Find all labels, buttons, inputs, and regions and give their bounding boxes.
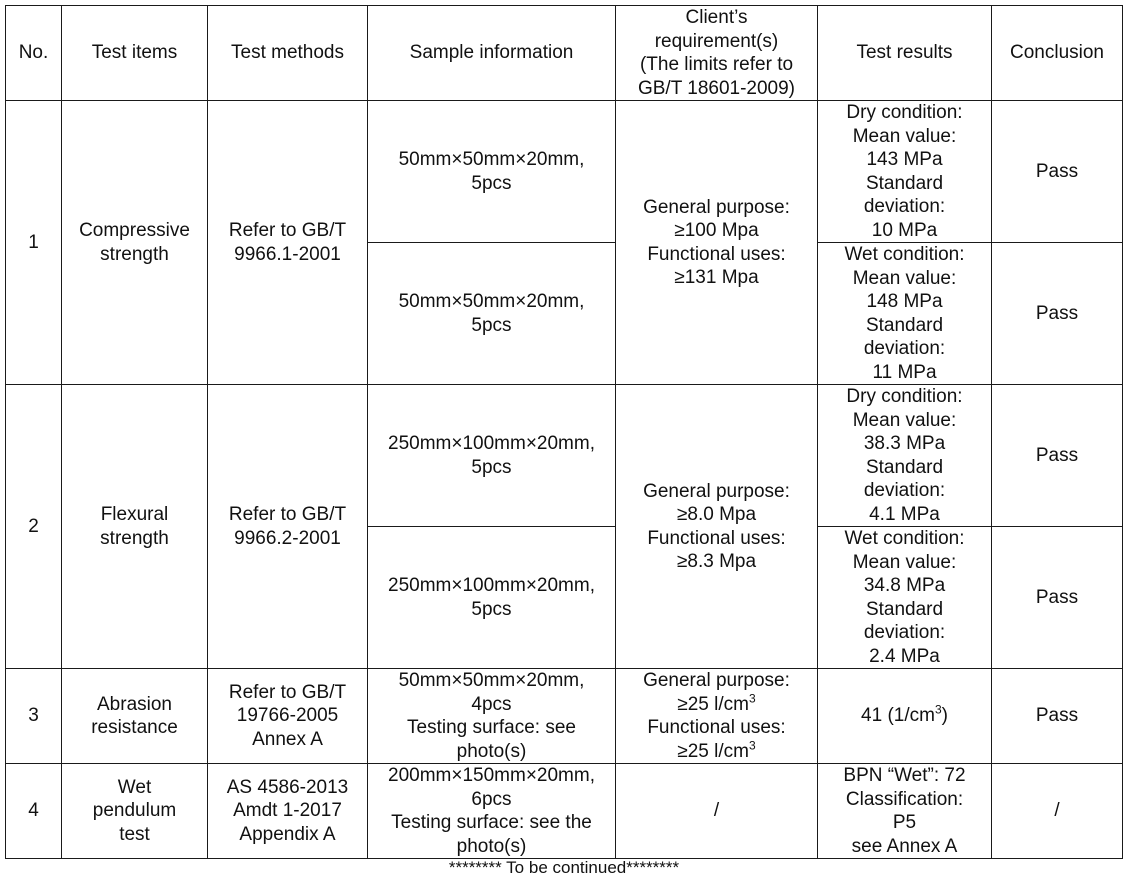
row-number: 4 — [6, 764, 62, 859]
test-method: Refer to GB/T 9966.1-2001 — [208, 101, 368, 385]
test-item: Compressive strength — [62, 101, 208, 385]
header-test-items: Test items — [62, 6, 208, 101]
client-requirement: General purpose: ≥8.0 Mpa Functional uses: ≥8.3 Mpa — [616, 385, 818, 669]
requirement-line: Functional uses: — [647, 717, 786, 738]
test-method: Refer to GB/T 19766-2005 Annex A — [208, 669, 368, 764]
table-row — [6, 101, 1123, 243]
superscript: 3 — [748, 691, 756, 706]
test-item: Abrasion resistance — [62, 669, 208, 764]
header-row — [6, 6, 1123, 101]
table-row — [6, 385, 1123, 527]
sample-information: 50mm×50mm×20mm, 4pcs Testing surface: see photo(s) — [368, 669, 616, 764]
header-conclusion: Conclusion — [992, 6, 1123, 101]
conclusion: Pass — [992, 669, 1123, 764]
test-item: Wet pendulum test — [62, 764, 208, 859]
continued-note: ******** To be continued******** — [448, 858, 680, 877]
requirement-line: General purpose: — [643, 670, 790, 691]
test-result: Dry condition: Mean value: 38.3 MPa Standard deviation: 4.1 MPa — [818, 385, 992, 527]
sample-information: 250mm×100mm×20mm, 5pcs — [368, 385, 616, 527]
conclusion: Pass — [992, 101, 1123, 243]
row-number: 3 — [6, 669, 62, 764]
conclusion: Pass — [992, 243, 1123, 385]
test-method: AS 4586-2013 Amdt 1-2017 Appendix A — [208, 764, 368, 859]
table-row — [6, 764, 1123, 859]
client-requirement: / — [616, 764, 818, 859]
header-sample-information: Sample information — [368, 6, 616, 101]
test-results-table — [5, 5, 1123, 859]
sample-information: 250mm×100mm×20mm, 5pcs — [368, 527, 616, 669]
conclusion: Pass — [992, 385, 1123, 527]
header-no: No. — [6, 6, 62, 101]
table-row — [6, 669, 1123, 764]
test-item: Flexural strength — [62, 385, 208, 669]
test-result: Dry condition: Mean value: 143 MPa Standard deviation: 10 MPa — [818, 101, 992, 243]
test-result: Wet condition: Mean value: 148 MPa Standard deviation: 11 MPa — [818, 243, 992, 385]
result-close: ) — [941, 705, 948, 727]
header-test-methods: Test methods — [208, 6, 368, 101]
header-client-requirements: Client’s requirement(s) (The limits refer to GB/T 18601-2009) — [616, 6, 818, 101]
requirement-line — [618, 740, 815, 764]
superscript: 3 — [748, 738, 756, 753]
test-result: Wet condition: Mean value: 34.8 MPa Standard deviation: 2.4 MPa — [818, 527, 992, 669]
sample-information: 50mm×50mm×20mm, 5pcs — [368, 101, 616, 243]
sample-information: 50mm×50mm×20mm, 5pcs — [368, 243, 616, 385]
test-method: Refer to GB/T 9966.2-2001 — [208, 385, 368, 669]
conclusion: / — [992, 764, 1123, 859]
conclusion: Pass — [992, 527, 1123, 669]
row-number: 1 — [6, 101, 62, 385]
test-result: BPN “Wet”: 72 Classification: P5 see Annex A — [818, 764, 992, 859]
result-value: 41 (1/cm — [861, 705, 935, 727]
client-requirement — [616, 669, 818, 764]
requirement-value: ≥25 l/cm — [677, 693, 749, 715]
sample-information: 200mm×150mm×20mm, 6pcs Testing surface: see the photo(s) — [368, 764, 616, 859]
client-requirement: General purpose: ≥100 Mpa Functional uses: ≥131 Mpa — [616, 101, 818, 385]
test-result — [818, 669, 992, 764]
header-test-results: Test results — [818, 6, 992, 101]
superscript: 3 — [934, 702, 942, 717]
requirement-value: ≥25 l/cm — [677, 740, 749, 762]
row-number: 2 — [6, 385, 62, 669]
requirement-line — [618, 693, 815, 717]
